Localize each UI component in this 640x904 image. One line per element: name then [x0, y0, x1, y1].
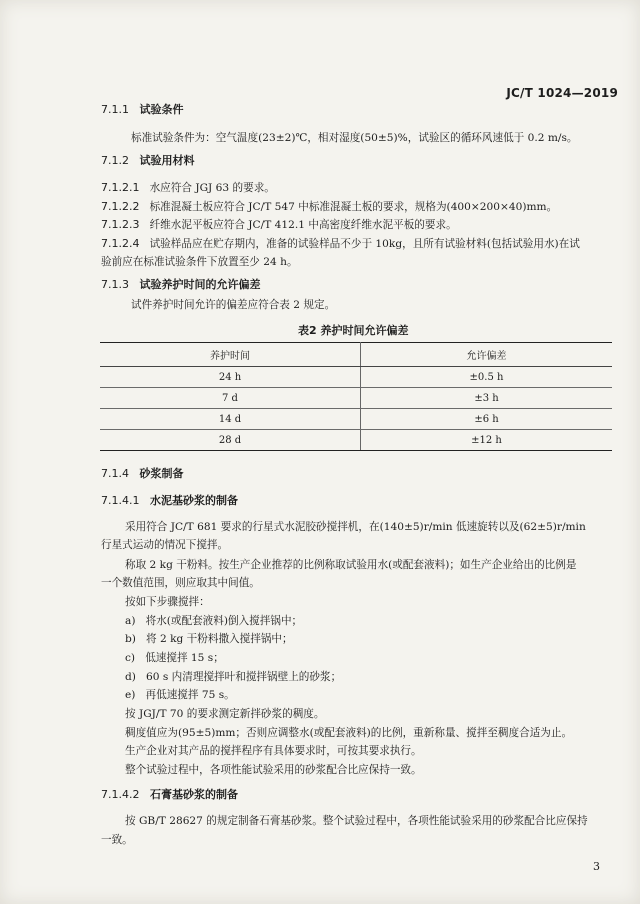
- step-label: e): [125, 689, 136, 701]
- section-7-1-4-2-heading: [101, 786, 238, 802]
- table-header-cell: 允许偏差: [361, 343, 613, 367]
- paragraph: 按 JGJ/T 70 的要求测定新拌砂浆的稠度。: [125, 708, 325, 720]
- paragraph: 试件养护时间允许的偏差应符合表 2 规定。: [131, 299, 336, 311]
- step-text: 再低速搅拌 75 s。: [145, 689, 235, 701]
- paragraph: 标准试验条件为：空气温度(23±2)℃，相对湿度(50±5)%，试验区的循环风速低于 0.2 m/s。: [131, 132, 578, 144]
- table-cell: 28 d: [100, 430, 361, 451]
- step-label: d): [125, 671, 136, 683]
- table-cell: 7 d: [100, 388, 361, 409]
- clause-text: 纤维水泥平板应符合 JC/T 412.1 中高密度纤维水泥平板的要求。: [149, 219, 457, 231]
- section-title: 水泥基砂浆的制备: [149, 494, 238, 507]
- table-cell: 14 d: [100, 409, 361, 430]
- clause-text: 标准混凝土板应符合 JC/T 547 中标准混凝土板的要求，规格为(400×200×40)mm。: [149, 201, 558, 213]
- step-item: [125, 687, 235, 702]
- page-number: 3: [593, 860, 600, 873]
- section-title: 试验条件: [139, 103, 184, 116]
- table-row: [100, 409, 612, 430]
- section-7-1-4-1-heading: [101, 492, 238, 508]
- step-label: c): [125, 652, 136, 664]
- section-number: 7.1.4: [101, 467, 129, 480]
- step-text: 将水(或配套液料)倒入搅拌锅中；: [145, 615, 303, 627]
- clause-number: 7.1.2.1: [101, 181, 140, 194]
- table-header-row: [100, 343, 612, 367]
- clause-number: 7.1.2.3: [101, 218, 140, 231]
- section-number: 7.1.4.2: [101, 788, 140, 801]
- clause-7-1-2-2: [101, 199, 557, 214]
- table-cell: ±3 h: [361, 388, 613, 409]
- table-cell: ±12 h: [361, 430, 613, 451]
- section-title: 试验用材料: [139, 154, 195, 167]
- curing-time-tolerance-table: [100, 342, 612, 451]
- clause-7-1-2-4: [101, 236, 580, 251]
- section-title: 试验养护时间的允许偏差: [139, 278, 261, 291]
- clause-number: 7.1.2.4: [101, 237, 140, 250]
- section-title: 砂浆制备: [139, 467, 184, 480]
- paragraph: 按如下步骤搅拌：: [125, 596, 210, 608]
- section-7-1-1-heading: [101, 101, 184, 117]
- section-7-1-2-heading: [101, 152, 195, 168]
- paragraph: 称取 2 kg 干粉料。按生产企业推荐的比例称取试验用水(或配套液料)；如生产企业给出的比例是: [125, 559, 577, 571]
- clause-7-1-2-1: [101, 180, 275, 195]
- step-text: 60 s 内清理搅拌叶和搅拌锅壁上的砂浆；: [146, 671, 342, 683]
- section-title: 石膏基砂浆的制备: [149, 788, 238, 801]
- step-item: [125, 631, 293, 646]
- step-label: b): [125, 633, 136, 645]
- paragraph-continued: 行星式运动的情况下搅拌。: [101, 539, 229, 551]
- table-cell: ±6 h: [361, 409, 613, 430]
- paragraph-continued: 一个数值范围，则应取其中间值。: [101, 577, 260, 589]
- step-item: [125, 669, 341, 684]
- standard-code-header: JC/T 1024—2019: [506, 86, 618, 100]
- table-caption: 表2 养护时间允许偏差: [298, 324, 409, 337]
- clause-text: 水应符合 JGJ 63 的要求。: [149, 182, 275, 194]
- section-7-1-4-heading: [101, 465, 184, 481]
- step-text: 低速搅拌 15 s；: [145, 652, 224, 664]
- table-row: [100, 367, 612, 388]
- paragraph-continued: 一致。: [101, 834, 133, 846]
- clause-number: 7.1.2.2: [101, 200, 140, 213]
- section-7-1-3-heading: [101, 276, 261, 292]
- section-number: 7.1.4.1: [101, 494, 140, 507]
- table-cell: 24 h: [100, 367, 361, 388]
- paragraph: 生产企业对其产品的搅拌程序有具体要求时，可按其要求执行。: [125, 745, 422, 757]
- clause-text: 试验样品应在贮存期内，准备的试验样品不少于 10kg，且所有试验材料(包括试验用水)在试: [149, 238, 580, 250]
- table-row: [100, 430, 612, 451]
- section-number: 7.1.3: [101, 278, 129, 291]
- table-cell: ±0.5 h: [361, 367, 613, 388]
- step-text: 将 2 kg 干粉料撒入搅拌锅中；: [146, 633, 293, 645]
- table-header-cell: 养护时间: [100, 343, 361, 367]
- paragraph: 按 GB/T 28627 的规定制备石膏基砂浆。整个试验过程中，各项性能试验采用的砂浆配合比应保持: [125, 815, 588, 827]
- paragraph: 整个试验过程中，各项性能试验采用的砂浆配合比应保持一致。: [125, 764, 422, 776]
- paragraph: 稠度值应为(95±5)mm；否则应调整水(或配套液料)的比例，重新称量、搅拌至稠度合适为止。: [125, 727, 573, 739]
- table-row: [100, 388, 612, 409]
- section-number: 7.1.2: [101, 154, 129, 167]
- section-number: 7.1.1: [101, 103, 129, 116]
- clause-7-1-2-3: [101, 217, 457, 232]
- paragraph: 采用符合 JC/T 681 要求的行星式水泥胶砂搅拌机，在(140±5)r/min 低速旋转以及(62±5)r/min: [125, 521, 586, 533]
- step-label: a): [125, 615, 136, 627]
- step-item: [125, 613, 302, 628]
- clause-text-continued: 验前应在标准试验条件下放置至少 24 h。: [101, 256, 298, 268]
- step-item: [125, 650, 224, 665]
